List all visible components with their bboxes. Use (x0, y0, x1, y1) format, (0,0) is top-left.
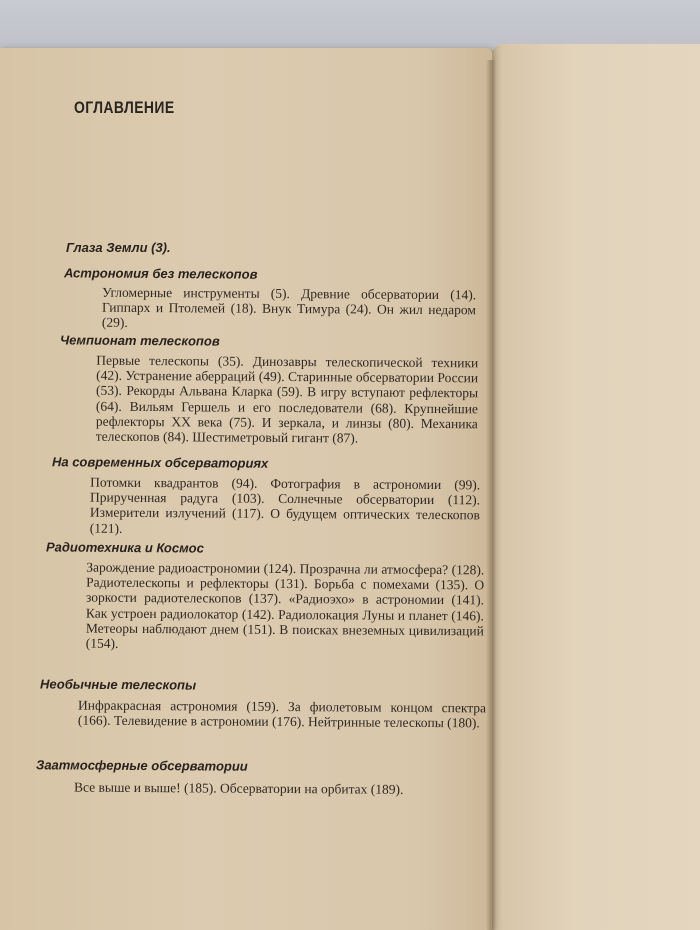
section-entries-unusual-telescopes: Инфракрасная астрономия (159). За фиолетовым концом спектра (166). Телевидение в астрономии (176). Нейтринные телескопы (180). (77, 697, 487, 731)
book-gutter (486, 60, 496, 930)
toc-entry-eyes-of-earth: Глаза Земли (3). (66, 240, 171, 255)
section-heading-radio-and-cosmos: Радиотехника и Космос (45, 539, 204, 556)
section-entries-extra-atmospheric-observatories: Все выше и выше! (185). Обсерватории на орбитах (189). (73, 779, 404, 797)
section-entries-astronomy-without-telescopes: Угломерные инструменты (5). Древние обсерватории (14). Гиппарх и Птолемей (18). Внук Тимура (24). Он жил недаром (29). (101, 284, 477, 331)
section-entries-modern-observatories: Потомки квадрантов (94). Фотография в астрономии (99). Прирученная радуга (103). Солнечные обсерватории (112). Измерители излучений (117). О будущем оптических телескопов (121). (89, 474, 481, 536)
section-heading-astronomy-without-telescopes: Астрономия без телескопов (63, 265, 258, 282)
toc-title: ОГЛАВЛЕНИЕ (74, 98, 175, 117)
section-heading-telescope-championship: Чемпионат телескопов (59, 332, 220, 349)
right-page (490, 44, 700, 930)
section-heading-unusual-telescopes: Необычные телескопы (39, 676, 197, 693)
section-entries-radio-and-cosmos: Зарождение радиоастрономии (124). Прозрачна ли атмосфера? (128). Радиотелескопы и рефлекторы (131). Борьба с помехами (135). О зоркости радиотелескопов (137). «Радиоэхо» в астрономии (141). Как устроен радиолокатор (142). Радиолокация Луны и планет (146). Метеоры наблюдают днем (151). В поисках внеземных цивилизаций (154). (85, 559, 485, 651)
section-heading-modern-observatories: На современных обсерваториях (51, 454, 269, 471)
section-entries-telescope-championship: Первые телескопы (35). Динозавры телескопической техники (42). Устранение аберраций (49). Старинные обсерватории России (53). Рекорды Альвана Кларка (59). В игру вступают рефлекторы (64). Вильям Гершель и его последователи (68). Крупнейшие рефлекторы XX века (75). И зеркала, и линзы (80). Механика телескопов (84). Шестиметровый гигант (87). (95, 352, 479, 446)
section-heading-extra-atmospheric-observatories: Заатмосферные обсерватории (35, 757, 248, 774)
